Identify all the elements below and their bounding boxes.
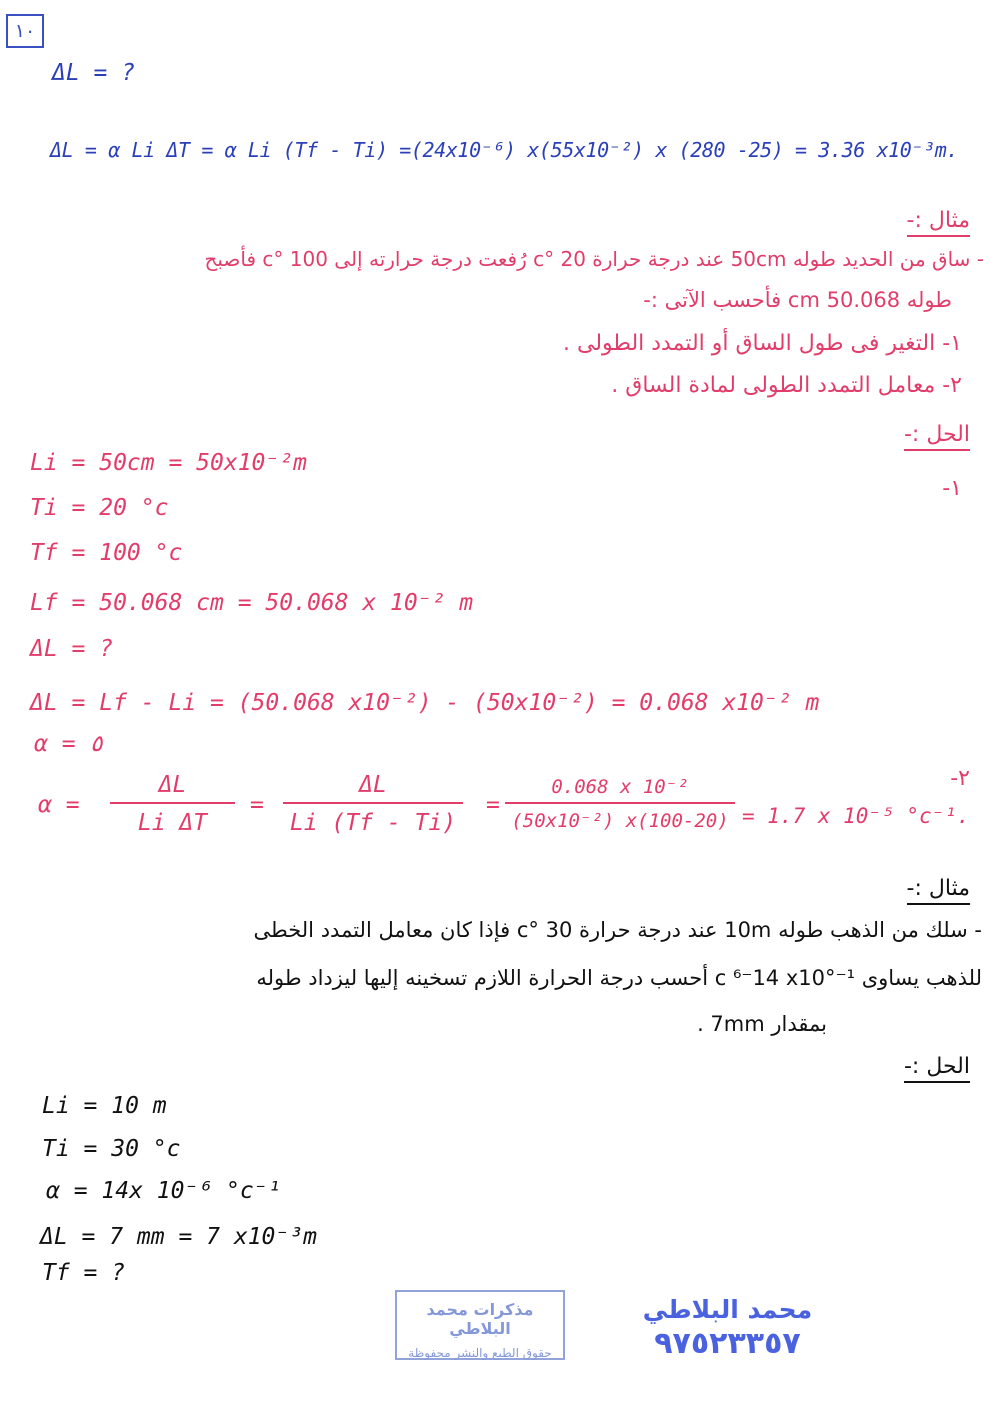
example1-part1-marker: -١ xyxy=(942,476,962,501)
example2-text-2: للذهب يساوى ¹⁻°c ⁶⁻14 x10 أحسب درجة الحرارة اللازم تسخينه إليها ليزداد طوله xyxy=(256,966,982,990)
fraction-3-numerator: 0.068 x 10⁻² xyxy=(505,776,735,804)
example1-question-1: ١- التغير فى طول الساق أو التمدد الطولى . xyxy=(563,331,962,356)
example1-question-2: ٢- معامل التمدد الطولى لمادة الساق . xyxy=(611,373,962,398)
fraction-2-numerator: ΔL xyxy=(283,772,463,804)
example1-given-dl: ΔL = ? xyxy=(30,636,114,662)
equals-sign-1: = xyxy=(250,792,264,818)
author-name: محمد البلاطي xyxy=(642,1295,813,1324)
example2-given-tf: Tf = ? xyxy=(42,1260,126,1286)
top-line-1: ΔL = ? xyxy=(52,60,136,86)
example2-given-li: Li = 10 m xyxy=(42,1093,167,1119)
example1-given-lf: Lf = 50.068 cm = 50.068 x 10⁻² m xyxy=(30,590,474,616)
copyright-stamp xyxy=(395,1290,565,1360)
equals-sign-2: = xyxy=(486,792,500,818)
example2-given-dl: ΔL = 7 mm = 7 x10⁻³m xyxy=(40,1224,317,1250)
example1-solution-heading: الحل :- xyxy=(904,424,970,451)
example2-solution-heading: الحل :- xyxy=(904,1056,970,1083)
fraction-3-denominator: (50x10⁻²) x(100-20) xyxy=(511,810,729,832)
fraction-1-denominator: Li ΔT xyxy=(137,810,208,836)
example1-alpha-question: α = ٥ xyxy=(34,731,104,757)
example1-given-li: Li = 50cm = 50x10⁻²m xyxy=(30,450,307,476)
fraction-2-denominator: Li (Tf - Ti) xyxy=(289,810,457,836)
example1-text-1: - ساق من الحديد طوله 50cm عند درجة حرارة 20 °c رُفعت درجة حرارته إلى 100 °c فأصبح xyxy=(204,247,984,271)
fraction-1 xyxy=(110,772,235,836)
example2-given-alpha: α = 14x 10⁻⁶ °c⁻¹ xyxy=(46,1178,282,1204)
author-phone: ٩٧٥٢٣٣٥٧ xyxy=(654,1326,801,1361)
author-signature xyxy=(640,1295,815,1361)
fraction-2 xyxy=(283,772,463,836)
example2-text-3: بمقدار 7mm . xyxy=(697,1012,827,1036)
example1-alpha-lhs: α = xyxy=(38,792,80,818)
fraction-3 xyxy=(505,776,735,832)
example1-given-tf: Tf = 100 °c xyxy=(30,540,183,566)
example2-text-1: - سلك من الذهب طوله 10m عند درجة حرارة 30 °c فإذا كان معامل التمدد الخطى xyxy=(253,918,982,942)
example1-part2-marker: -٢ xyxy=(950,766,970,791)
stamp-line-2: حقوق الطبع والنشر محفوظة xyxy=(408,1346,552,1360)
example2-heading: مثال :- xyxy=(907,878,970,905)
example1-text-2: طوله 50.068 cm فأحسب الآتى :- xyxy=(643,288,952,312)
example2-given-ti: Ti = 30 °c xyxy=(42,1136,181,1162)
example1-heading: مثال :- xyxy=(907,210,970,237)
example1-alpha-result: = 1.7 x 10⁻⁵ °c⁻¹. xyxy=(742,804,970,828)
page-number: ١٠ xyxy=(6,14,44,48)
stamp-line-1: مذكرات محمد البلاطي xyxy=(426,1300,534,1338)
example1-given-ti: Ti = 20 °c xyxy=(30,495,169,521)
example1-dl-equation: ΔL = Lf - Li = (50.068 x10⁻²) - (50x10⁻²) = 0.068 x10⁻² m xyxy=(30,690,820,716)
top-line-2: ΔL = α Li ΔT = α Li (Tf - Ti) =(24x10⁻⁶) x(55x10⁻²) x (280 -25) = 3.36 x10⁻³m. xyxy=(50,138,958,162)
fraction-1-numerator: ΔL xyxy=(110,772,235,804)
